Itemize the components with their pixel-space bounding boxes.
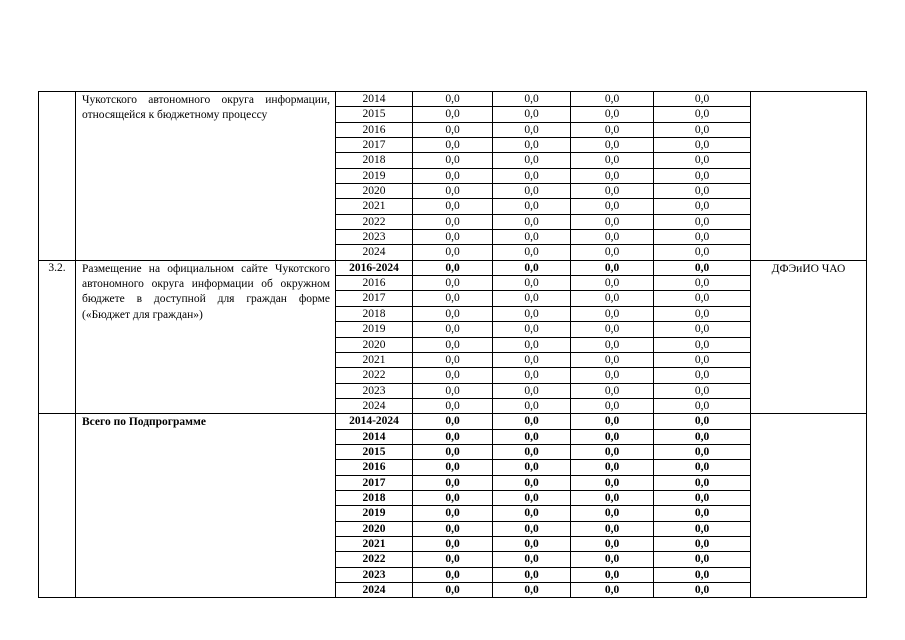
value-cell: 0,0 [571,583,654,598]
value-cell: 0,0 [654,521,751,536]
year-cell: 2022 [336,214,413,229]
value-cell: 0,0 [654,552,751,567]
year-cell: 2016 [336,276,413,291]
year-cell: 2019 [336,168,413,183]
value-cell: 0,0 [654,214,751,229]
value-cell: 0,0 [571,306,654,321]
year-cell: 2023 [336,383,413,398]
value-cell: 0,0 [571,490,654,505]
value-cell: 0,0 [413,583,493,598]
executor-cell [751,414,867,598]
value-cell: 0,0 [413,368,493,383]
value-cell: 0,0 [654,199,751,214]
year-cell: 2017 [336,291,413,306]
value-cell: 0,0 [413,352,493,367]
value-cell: 0,0 [413,276,493,291]
value-cell: 0,0 [571,230,654,245]
value-cell: 0,0 [493,306,571,321]
value-cell: 0,0 [571,138,654,153]
value-cell: 0,0 [413,552,493,567]
value-cell: 0,0 [654,368,751,383]
value-cell: 0,0 [413,107,493,122]
value-cell: 0,0 [654,567,751,582]
budget-program-table [38,91,867,598]
value-cell: 0,0 [654,429,751,444]
value-cell: 0,0 [571,506,654,521]
value-cell: 0,0 [413,398,493,413]
value-cell: 0,0 [571,276,654,291]
value-cell: 0,0 [654,583,751,598]
value-cell: 0,0 [493,214,571,229]
value-cell: 0,0 [654,291,751,306]
value-cell: 0,0 [413,214,493,229]
value-cell: 0,0 [413,230,493,245]
year-cell: 2024 [336,398,413,413]
value-cell: 0,0 [413,260,493,275]
year-cell: 2022 [336,552,413,567]
value-cell: 0,0 [654,444,751,459]
value-cell: 0,0 [571,291,654,306]
value-cell: 0,0 [571,199,654,214]
value-cell: 0,0 [654,138,751,153]
year-cell: 2020 [336,184,413,199]
value-cell: 0,0 [571,168,654,183]
value-cell: 0,0 [654,506,751,521]
table-row [39,414,867,429]
value-cell: 0,0 [654,322,751,337]
value-cell: 0,0 [493,567,571,582]
value-cell: 0,0 [571,352,654,367]
year-cell: 2024 [336,583,413,598]
value-cell: 0,0 [571,383,654,398]
value-cell: 0,0 [571,444,654,459]
value-cell: 0,0 [493,475,571,490]
value-cell: 0,0 [493,444,571,459]
value-cell: 0,0 [571,107,654,122]
value-cell: 0,0 [654,460,751,475]
value-cell: 0,0 [654,352,751,367]
item-number: 3.2. [39,260,76,413]
item-description: Чукотского автономного округа информации, относящейся к бюджетному процессу [76,92,336,261]
item-description: Размещение на официальном сайте Чукотского автономного округа информации об окружном бюджете в доступной для граждан форме («Бюджет для граждан») [76,260,336,413]
value-cell: 0,0 [654,230,751,245]
value-cell: 0,0 [413,567,493,582]
value-cell: 0,0 [654,414,751,429]
value-cell: 0,0 [493,398,571,413]
value-cell: 0,0 [493,260,571,275]
value-cell: 0,0 [654,245,751,260]
value-cell: 0,0 [493,276,571,291]
value-cell: 0,0 [413,536,493,551]
value-cell: 0,0 [413,122,493,137]
value-cell: 0,0 [571,337,654,352]
year-cell: 2014 [336,429,413,444]
year-cell: 2016-2024 [336,260,413,275]
year-cell: 2023 [336,567,413,582]
value-cell: 0,0 [571,184,654,199]
value-cell: 0,0 [654,184,751,199]
year-cell: 2019 [336,322,413,337]
table-row [39,260,867,275]
value-cell: 0,0 [571,92,654,107]
value-cell: 0,0 [493,414,571,429]
value-cell: 0,0 [654,122,751,137]
year-cell: 2023 [336,230,413,245]
value-cell: 0,0 [493,429,571,444]
value-cell: 0,0 [654,92,751,107]
year-cell: 2022 [336,368,413,383]
value-cell: 0,0 [654,490,751,505]
value-cell: 0,0 [493,337,571,352]
year-cell: 2018 [336,306,413,321]
value-cell: 0,0 [571,429,654,444]
value-cell: 0,0 [493,368,571,383]
value-cell: 0,0 [493,383,571,398]
value-cell: 0,0 [493,506,571,521]
value-cell: 0,0 [413,138,493,153]
executor-cell [751,92,867,261]
value-cell: 0,0 [571,368,654,383]
year-cell: 2018 [336,153,413,168]
year-cell: 2016 [336,460,413,475]
year-cell: 2017 [336,475,413,490]
value-cell: 0,0 [654,383,751,398]
year-cell: 2021 [336,352,413,367]
value-cell: 0,0 [654,306,751,321]
value-cell: 0,0 [493,138,571,153]
value-cell: 0,0 [413,92,493,107]
value-cell: 0,0 [413,521,493,536]
value-cell: 0,0 [571,552,654,567]
value-cell: 0,0 [413,429,493,444]
value-cell: 0,0 [413,414,493,429]
value-cell: 0,0 [413,322,493,337]
value-cell: 0,0 [571,567,654,582]
value-cell: 0,0 [654,475,751,490]
year-cell: 2019 [336,506,413,521]
value-cell: 0,0 [571,322,654,337]
year-cell: 2016 [336,122,413,137]
value-cell: 0,0 [654,398,751,413]
value-cell: 0,0 [493,184,571,199]
executor-cell: ДФЭиИО ЧАО [751,260,867,413]
value-cell: 0,0 [654,107,751,122]
value-cell: 0,0 [493,199,571,214]
value-cell: 0,0 [493,521,571,536]
year-cell: 2015 [336,444,413,459]
value-cell: 0,0 [654,276,751,291]
value-cell: 0,0 [654,153,751,168]
value-cell: 0,0 [493,107,571,122]
year-cell: 2020 [336,337,413,352]
year-cell: 2017 [336,138,413,153]
value-cell: 0,0 [571,398,654,413]
year-cell: 2015 [336,107,413,122]
value-cell: 0,0 [493,291,571,306]
value-cell: 0,0 [413,444,493,459]
value-cell: 0,0 [493,122,571,137]
value-cell: 0,0 [493,552,571,567]
value-cell: 0,0 [413,460,493,475]
value-cell: 0,0 [493,322,571,337]
value-cell: 0,0 [413,168,493,183]
item-number [39,92,76,261]
value-cell: 0,0 [571,475,654,490]
year-cell: 2021 [336,199,413,214]
value-cell: 0,0 [413,475,493,490]
value-cell: 0,0 [493,168,571,183]
value-cell: 0,0 [493,583,571,598]
value-cell: 0,0 [654,536,751,551]
value-cell: 0,0 [571,260,654,275]
value-cell: 0,0 [654,168,751,183]
value-cell: 0,0 [493,230,571,245]
item-number [39,414,76,598]
value-cell: 0,0 [571,536,654,551]
value-cell: 0,0 [571,414,654,429]
value-cell: 0,0 [493,245,571,260]
value-cell: 0,0 [493,153,571,168]
value-cell: 0,0 [413,383,493,398]
value-cell: 0,0 [654,260,751,275]
value-cell: 0,0 [413,490,493,505]
value-cell: 0,0 [413,199,493,214]
value-cell: 0,0 [413,153,493,168]
value-cell: 0,0 [413,306,493,321]
value-cell: 0,0 [571,214,654,229]
value-cell: 0,0 [493,352,571,367]
item-description: Всего по Подпрограмме [76,414,336,598]
value-cell: 0,0 [571,460,654,475]
value-cell: 0,0 [413,245,493,260]
value-cell: 0,0 [493,536,571,551]
value-cell: 0,0 [493,490,571,505]
value-cell: 0,0 [571,521,654,536]
year-cell: 2024 [336,245,413,260]
value-cell: 0,0 [571,153,654,168]
value-cell: 0,0 [413,337,493,352]
year-cell: 2021 [336,536,413,551]
value-cell: 0,0 [413,291,493,306]
year-cell: 2014 [336,92,413,107]
table-row [39,92,867,107]
year-cell: 2020 [336,521,413,536]
value-cell: 0,0 [654,337,751,352]
value-cell: 0,0 [493,92,571,107]
value-cell: 0,0 [571,122,654,137]
value-cell: 0,0 [493,460,571,475]
value-cell: 0,0 [413,506,493,521]
value-cell: 0,0 [571,245,654,260]
value-cell: 0,0 [413,184,493,199]
year-cell: 2018 [336,490,413,505]
year-cell: 2014-2024 [336,414,413,429]
